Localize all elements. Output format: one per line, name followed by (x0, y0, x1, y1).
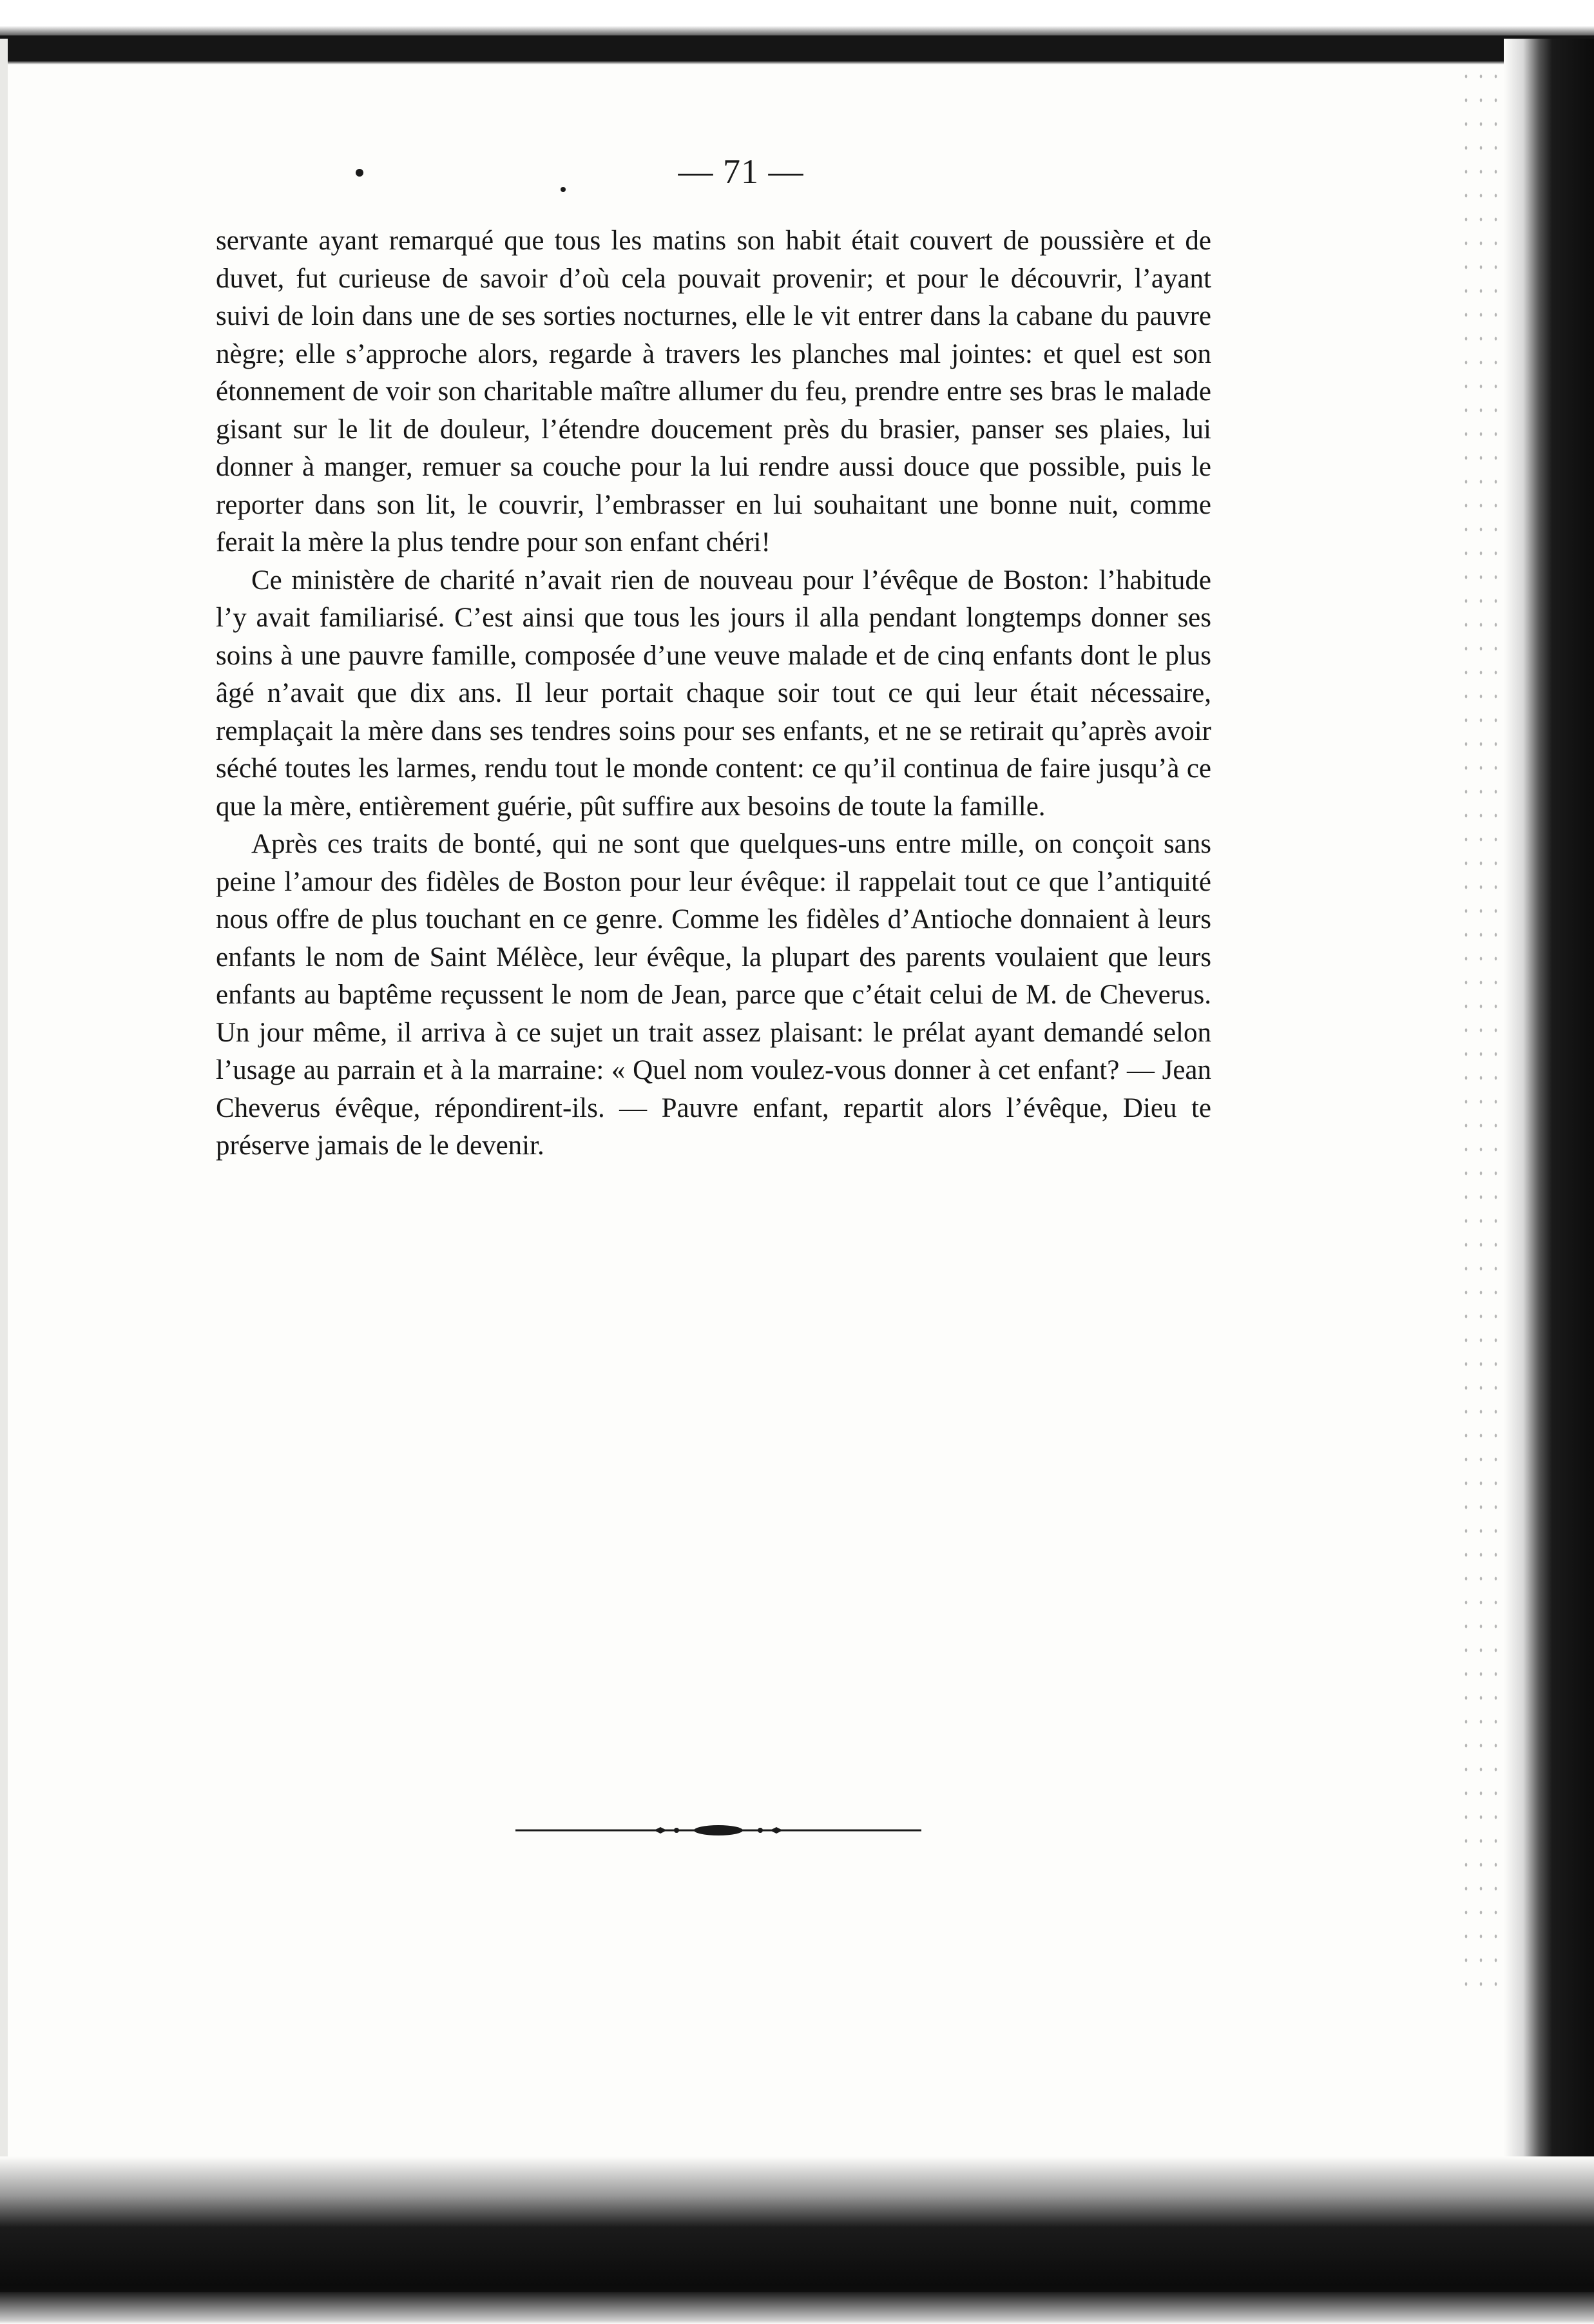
end-ornament (515, 1824, 921, 1837)
scan-border-bottom-edge (0, 2292, 1594, 2324)
body-text (216, 222, 1211, 1165)
stray-ink-dot (356, 169, 363, 177)
paragraph: Ce ministère de charité n’avait rien de nouveau pour l’évêque de Boston: l’habitude l’y avait familiarisé. C’est ainsi que tous les jours il alla pendant longtemps donner ses soins à une pauvre famille, composée d’une veuve malade et de cinq enfants dont le plus âgé n’avait que dix ans. Il leur portait chaque soir tout ce qui leur était nécessaire, remplaçait la mère dans ses tendres soins pour ses enfants, et ne se retirait qu’après avoir séché toutes les larmes, rendu tout le monde content: ce qu’il continua de faire jusqu’à ce que la mère, entièrement guérie, pût suffire aux besoins de toute la famille. (216, 565, 1211, 822)
stray-ink-dot (561, 187, 566, 192)
scan-border-left (0, 39, 8, 2165)
paragraph: servante ayant remarqué que tous les matins son habit était couvert de poussière et de duvet, fut curieuse de savoir d’où cela pouvait provenir; et pour le découvrir, l’ayant suivi de loin dans une de ses sorties nocturnes, elle le vit entrer dans la cabane du pauvre nègre; elle s’approche alors, regarde à travers les planches mal jointes: et quel est son étonnement de voir son charitable maître allumer du feu, prendre entre ses bras le malade gisant sur le lit de douleur, l’étendre doucement près du brasier, panser ses plaies, lui donner à manger, remuer sa couche pour la lui rendre aussi douce que possible, puis le reporter dans son lit, le couvrir, l’embrasser en lui souhaitant une bonne nuit, comme ferait la mère la plus tendre pour son enfant chéri! (216, 226, 1211, 557)
scan-border-right (1504, 39, 1594, 2324)
paragraph: Après ces traits de bonté, qui ne sont que quelques-uns entre mille, on conçoit sans peine l’amour des fidèles de Boston pour leur évêque: il rappelait tout ce que l’antiquité nous offre de plus touchant en ce genre. Comme les fidèles d’Antioche donnaient à leurs enfants le nom de Saint Mélèce, leur évêque, la plupart des parents voulaient que leurs enfants au baptême reçussent le nom de Jean, parce que c’était celui de M. de Cheverus. Un jour même, il arriva à ce sujet un trait assez plaisant: le prélat ayant demandé selon l’usage au parrain et à la marraine: « Quel nom voulez-vous donner à cet enfant? — Jean Cheverus évêque, répondirent-ils. — Pauvre enfant, repartit alors l’évêque, Dieu te préserve jamais de le devenir. (216, 829, 1211, 1161)
page-number: — 71 — (678, 152, 804, 191)
scan-noise-right (1459, 64, 1497, 1998)
scan-border-top-band (0, 35, 1594, 61)
